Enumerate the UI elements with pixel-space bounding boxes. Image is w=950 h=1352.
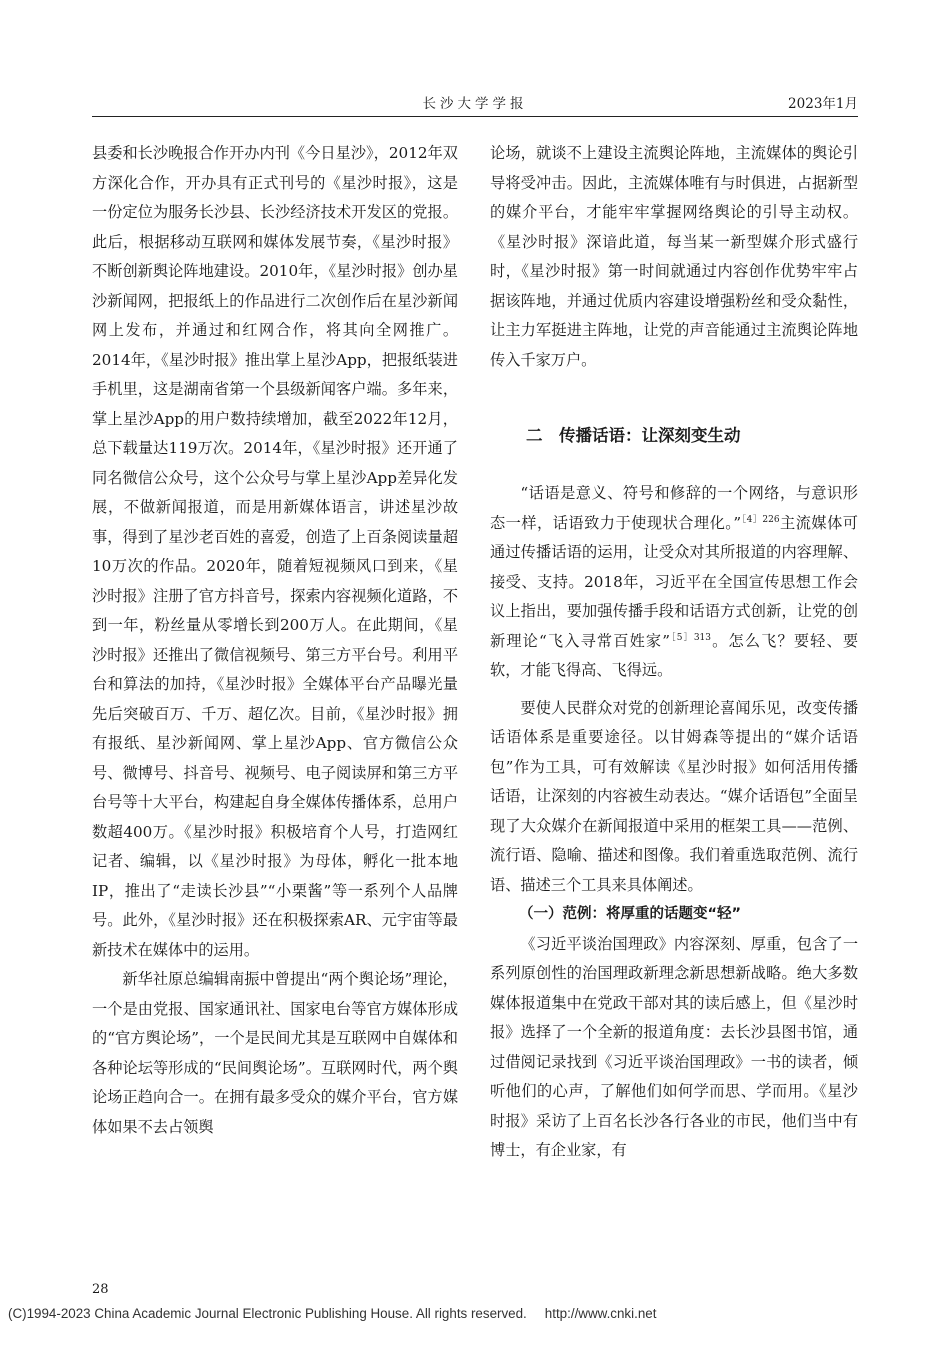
- paragraph: [490, 479, 858, 686]
- subsection-heading: （一）范例：将厚重的话题变“轻”: [519, 906, 742, 922]
- cnki-link[interactable]: http://www.cnki.net: [544, 1306, 657, 1321]
- copyright-text: (C)1994-2023 China Academic Journal Electronic Publishing House. All rights reserved.: [8, 1306, 527, 1321]
- paragraph: 县委和长沙晚报合作开办内刊《今日星沙》，2012年双方深化合作，开办具有正式刊号的《星沙时报》，这是一份定位为服务长沙县、长沙经济技术开发区的党报。此后，根据移动互联网和媒体发展节奏，《星沙时报》不断创新舆论阵地建设。2010年，《星沙时报》创办星沙新闻网，把报纸上的作品进行二次创作后在星沙新闻网上发布，并通过和红网合作，将其向全网推广。2014年，《星沙时报》推出掌上星沙App，把报纸装进手机里，这是湖南省第一个县级新闻客户端。多年来，掌上星沙App的用户数持续增加，截至2022年12月，总下载量达119万次。2014年，《星沙时报》还开通了同名微信公众号，这个公众号与掌上星沙App差异化发展，不做新闻报道，而是用新媒体语言，讲述星沙故事，得到了星沙老百姓的喜爱，创造了上百条阅读量超10万次的作品。2020年，随着短视频风口到来，《星沙时报》注册了官方抖音号，探索内容视频化道路，不到一年，粉丝量从零增长到200万人。在此期间，《星沙时报》还推出了微信视频号、第三方平台号。利用平台和算法的加持，《星沙时报》全媒体平台产品曝光量先后突破百万、千万、超亿次。目前，《星沙时报》拥有报纸、星沙新闻网、掌上星沙App、官方微信公众号、微博号、抖音号、视频号、电子阅读屏和第三方平台号等十大平台，构建起自身全媒体传播体系，总用户数超400万。《星沙时报》积极培育个人号，打造网红记者、编辑，以《星沙时报》为母体，孵化一批本地IP，推出了“走读长沙县”“小栗酱”等一系列个人品牌号。此外，《星沙时报》还在积极探索AR、元宇宙等最新技术在媒体中的运用。: [92, 144, 458, 959]
- section-heading: 二 传播话语：让深刻变生动: [526, 426, 741, 445]
- paragraph: 新华社原总编辑南振中曾提出“两个舆论场”理论，一个是由党报、国家通讯社、国家电台等官方媒体形成的“官方舆论场”，一个是民间尤其是互联网中自媒体和各种论坛等形成的“民间舆论场”。互联网时代，两个舆论场正趋向合一。在拥有最多受众的媒介平台，官方媒体如果不去占领舆: [92, 970, 458, 1136]
- copyright-footer: [8, 1306, 948, 1321]
- paragraph: 论场，就谈不上建设主流舆论阵地，主流媒体的舆论引导将受冲击。因此，主流媒体唯有与时俱进，占据新型的媒介平台，才能牢牢掌握网络舆论的引导主动权。《星沙时报》深谙此道，每当某一新型媒介形式盛行时，《星沙时报》第一时间就通过内容创作优势牢牢占据该阵地，并通过优质内容建设增强粉丝和受众黏性，让主力军挺进主阵地，让党的声音能通过主流舆论阵地传入千家万户。: [490, 144, 858, 369]
- left-column: [92, 139, 458, 1142]
- paragraph: 要使人民群众对党的创新理论喜闻乐见，改变传播话语体系是重要途径。以甘姆森等提出的“媒介话语包”作为工具，可有效解读《星沙时报》如何活用传播话语，让深刻的内容被生动表达。“媒介话语包”全面呈现了大众媒介在新闻报道中采用的框架工具——范例、流行语、隐喻、描述和图像。我们着重选取范例、流行语、描述三个工具来具体阐述。: [490, 698, 858, 894]
- right-column: [490, 139, 858, 1166]
- paragraph-text: 主流媒体可通过传播话语的运用，让受众对其所报道的内容理解、接受、支持。2018年，习近平在全国宣传思想工作会议上指出，要加强传播手段和话语方式创新，让党的创新理论“飞入寻常百姓家”: [490, 513, 858, 650]
- issue-date: 2023年1月: [788, 96, 858, 112]
- quote-text: “话语是意义、符号和修辞的一个网络，与意识形态一样，话语致力于使现状合理化。”: [490, 484, 858, 532]
- journal-title: 长沙大学学报: [422, 96, 528, 112]
- citation: ［4］226: [741, 514, 780, 525]
- paragraph: 《习近平谈治国理政》内容深刻、厚重，包含了一系列原创性的治国理政新理念新思想新战略。绝大多数媒体报道集中在党政干部对其的读后感上，但《星沙时报》选择了一个全新的报道角度：去长沙县图书馆，通过借阅记录找到《习近平谈治国理政》一书的读者，倾听他们的心声，了解他们如何学而思、学而用。《星沙时报》采访了上百名长沙各行各业的市民，他们当中有博士，有企业家，有: [490, 934, 858, 1159]
- running-header: [92, 92, 858, 117]
- paragraph-text: 。怎么飞？要轻、要软，才能飞得高、飞得远。: [490, 631, 859, 679]
- page-number: 28: [92, 1282, 109, 1297]
- citation: ［5］313: [670, 632, 712, 643]
